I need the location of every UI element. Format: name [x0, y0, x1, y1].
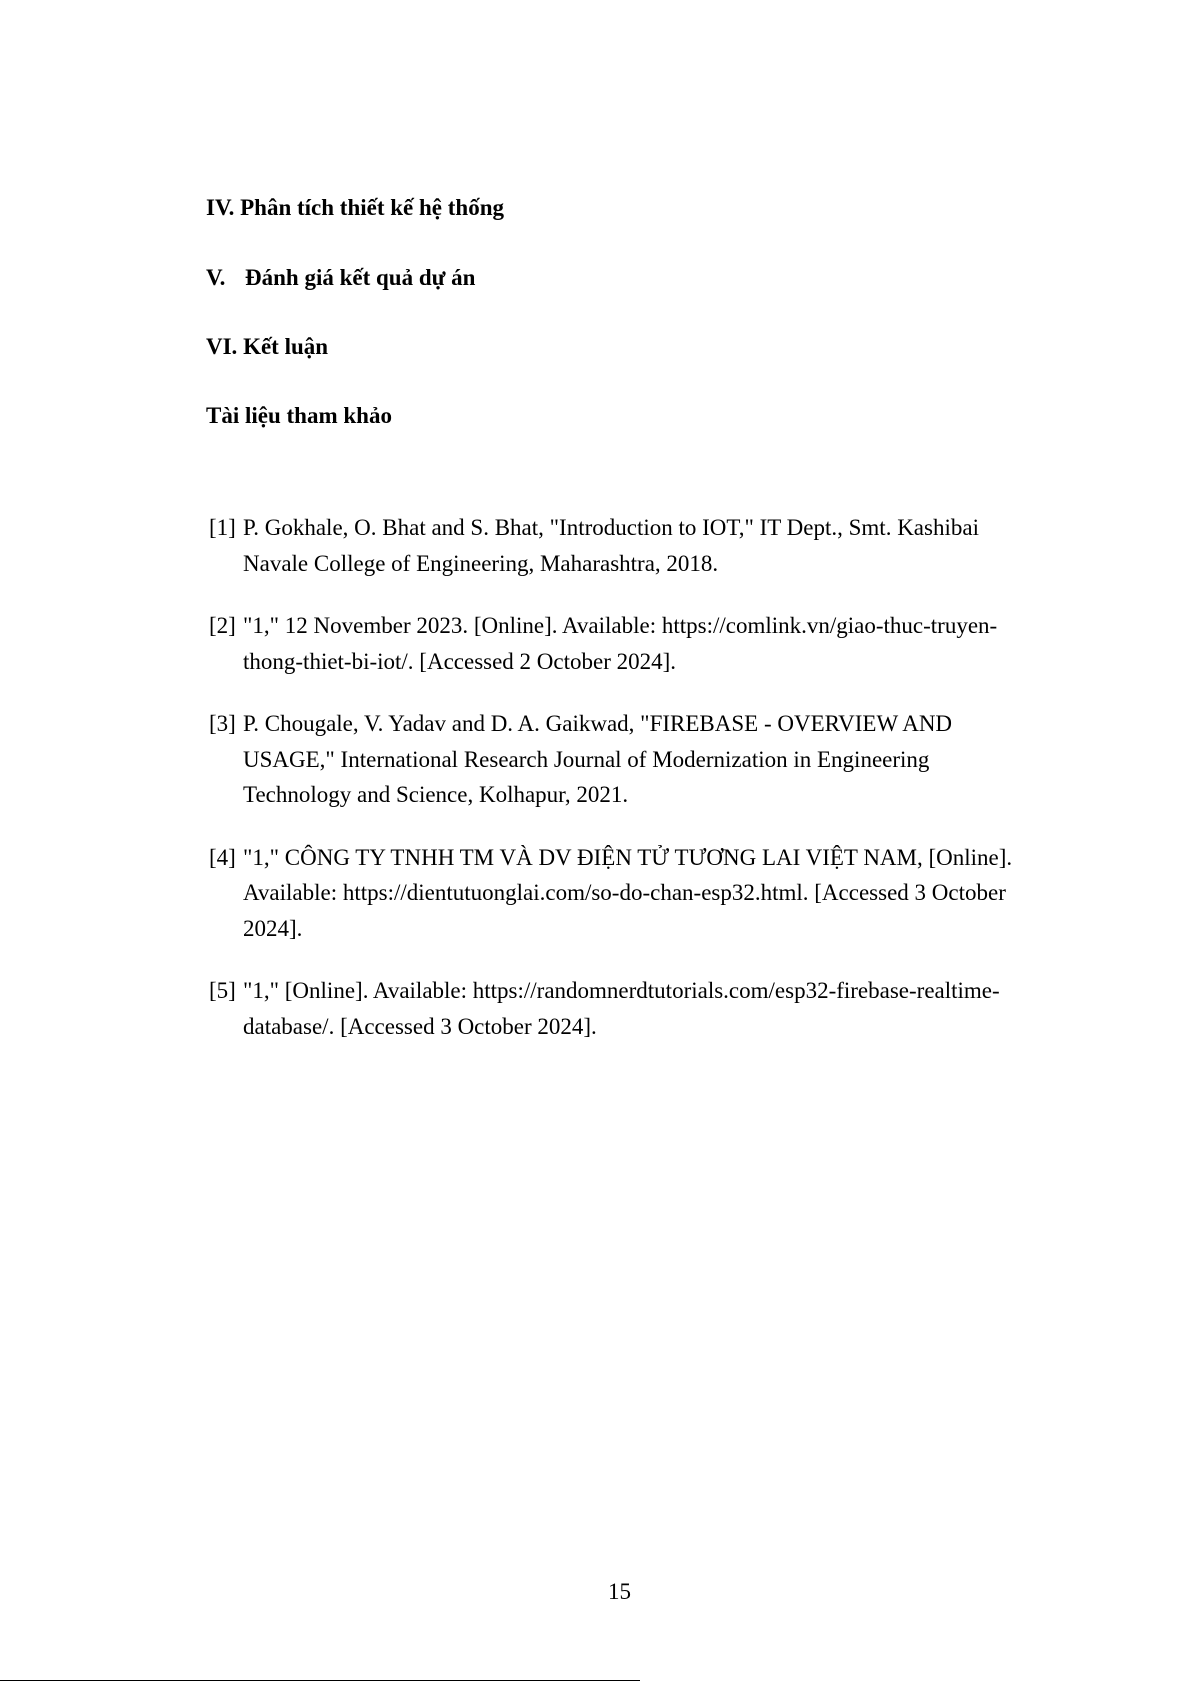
reference-index: [5] [209, 978, 236, 1003]
reference-item [209, 840, 1039, 947]
heading-title: Phân tích thiết kế hệ thống [240, 195, 504, 220]
reference-list [209, 510, 1039, 1071]
heading-number: V. [206, 265, 226, 290]
footer-divider [0, 1680, 640, 1681]
reference-index: [4] [209, 844, 236, 870]
reference-text: "1," 12 November 2023. [Online]. Available: https://comlink.vn/giao-thuc-truyen-thong-thiet-bi-iot/. [Accessed 2 October 2024]. [243, 613, 998, 674]
heading-section-5 [206, 264, 475, 292]
heading-title: Đánh giá kết quả dự án [245, 265, 476, 290]
reference-item [209, 608, 1039, 679]
reference-text: P. Gokhale, O. Bhat and S. Bhat, "Introduction to IOT," IT Dept., Smt. Kashibai Navale College of Engineering, Maharashtra, 2018. [243, 515, 979, 576]
heading-title: Kết luận [243, 334, 329, 359]
reference-index: [2] [209, 613, 236, 638]
reference-item [209, 973, 1039, 1044]
heading-section-4 [206, 194, 504, 222]
reference-text: "1," CÔNG TY TNHH TM VÀ DV ĐIỆN TỬ TƯƠNG LAI VIỆT NAM, [Online]. Available: https://dientutuonglai.com/so-do-chan-esp32.html. [Accessed 3 October 2024]. [243, 844, 1013, 941]
reference-index: [1] [209, 515, 236, 540]
reference-item [209, 706, 1039, 813]
heading-number: IV. [206, 195, 235, 220]
reference-text: "1," [Online]. Available: https://randomnerdtutorials.com/esp32-firebase-realtime-database/. [Accessed 3 October 2024]. [243, 978, 1000, 1039]
heading-section-6 [206, 333, 328, 361]
reference-item [209, 510, 1039, 581]
reference-index: [3] [209, 711, 236, 736]
heading-number: VI. [206, 334, 238, 359]
reference-text: P. Chougale, V. Yadav and D. A. Gaikwad, "FIREBASE - OVERVIEW AND USAGE," International Research Journal of Modernization in Engineering Technology and Science, Kolhapur, 2021. [243, 711, 953, 807]
references-heading: Tài liệu tham khảo [206, 403, 392, 428]
page-number: 15 [608, 1579, 631, 1604]
